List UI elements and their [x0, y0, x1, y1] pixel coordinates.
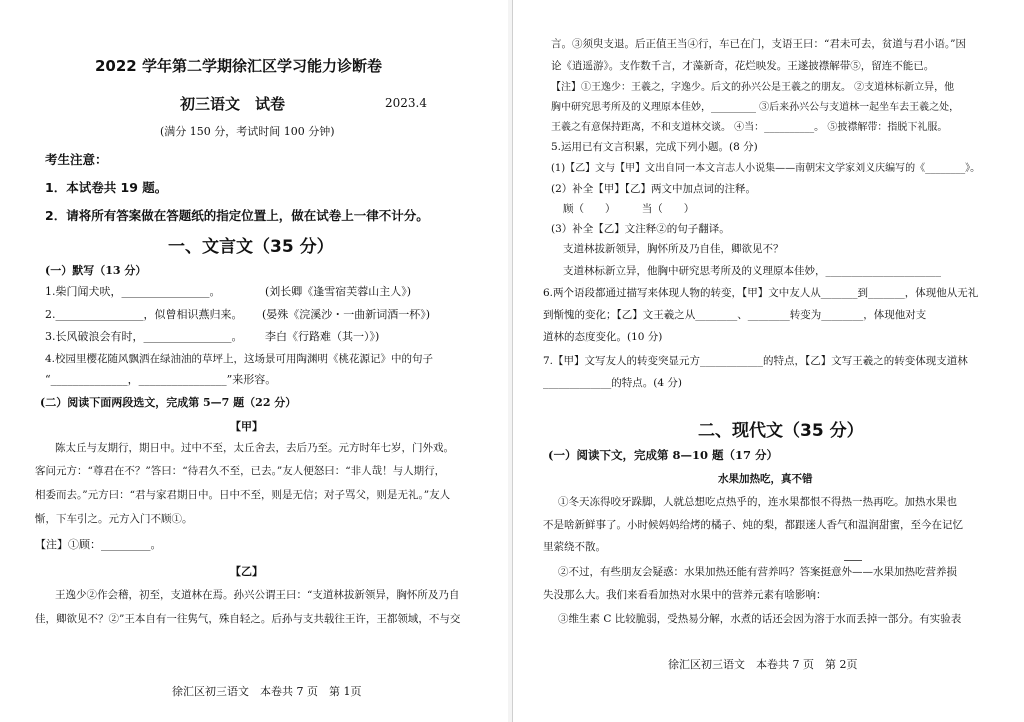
- passage-jia-line: 相委而去。”元方曰：“君与家君期日中。日中不至，则是无信；对子骂父，则是无礼。”友人: [35, 489, 451, 501]
- question-7-line: 7.【甲】文写友人的转变突显元方____________的特点，【乙】文写王羲之的转变体现支道林: [543, 355, 968, 367]
- article-title: 水果加热吃，真不错: [718, 473, 813, 485]
- article-paragraph-line: ①冬天冻得咬牙跺脚，人就总想吃点热乎的，连水果都恨不得热一热再吃。加热水果也: [558, 496, 957, 508]
- question-3-source: 李白《行路难（其一）》): [265, 330, 380, 343]
- passage-yi-line: 王逸少②作会稽，初至，支道林在焉。孙兴公谓王曰：“支道林拔新领异，胸怀所及乃自: [55, 589, 460, 601]
- passage-yi-continued: 言。③须臾支退。后正值王当④行，车已在门，支语王曰：“君未可去，贫道与君小语。”因: [551, 38, 966, 50]
- exam-page-1: [0, 0, 508, 722]
- passage-jia-title: 【甲】: [230, 420, 263, 433]
- question-7-line: _____________的特点。(4 分): [543, 377, 682, 389]
- passage-yi-note: 胸中研究思考所及的义理原本佳妙，_________ ③后来孙兴公与支道林一起坐车去王羲之处，: [551, 102, 960, 113]
- passage-jia-line: 陈太丘与友期行，期日中。过中不至，太丘舍去，去后乃至。元方时年七岁，门外戏。: [55, 442, 454, 454]
- section-2-title: 二、现代文（35 分）: [698, 421, 864, 441]
- passage-jia-note: 【注】①顾：_________。: [35, 538, 162, 551]
- question-1: 1.柴门闻犬吠，________________。: [45, 285, 221, 298]
- question-2: 2.________________，似曾相识燕归来。: [45, 308, 243, 321]
- passage-yi-title: 【乙】: [230, 565, 263, 578]
- question-4-line-1: 4.校园里樱花随风飘洒在绿油油的草坪上，这场景可用陶渊明《桃花源记》中的句子: [45, 353, 434, 365]
- question-6-line: 6.两个语段都通过描写来体现人物的转变，【甲】文中友人从_______到_______，体现他从无礼: [543, 287, 979, 299]
- exam-title: 2022 学年第二学期徐汇区学习能力诊断卷: [95, 57, 382, 75]
- question-5-1: (1)【乙】文与【甲】文出自同一本文言志人小说集——南朝宋文学家刘义庆编写的《________》。: [551, 163, 981, 174]
- question-1-source: (刘长卿《逢雪宿芙蓉山主人》): [265, 285, 412, 298]
- pencil-mark: [844, 560, 862, 561]
- passage-yi-note: 王羲之有意保持距离，不和支道林交谈。 ④当：__________。 ⑤披襟解带：指脱下礼服。: [551, 122, 948, 133]
- question-2-source: (晏殊《浣溪沙・一曲新词酒一杯》): [262, 308, 431, 321]
- exam-subject: 初三语文 试卷: [180, 95, 286, 113]
- article-paragraph-line: 里萦绕不散。: [543, 541, 606, 553]
- section-1-title: 一、文言文（35 分）: [168, 237, 334, 257]
- notice-title: 考生注意：: [45, 152, 108, 167]
- question-5: 5.运用已有文言积累，完成下列小题。(8 分): [551, 141, 758, 153]
- passage-jia-line: 客问元方：“尊君在不？”答曰：“待君久不至，已去。”友人便怒曰：“非人哉！与人期行，: [35, 465, 446, 477]
- question-5-2: (2）补全【甲】【乙】两文中加点词的注释。: [551, 183, 757, 195]
- question-4-line-2: “______________，________________”来形容。: [45, 373, 277, 386]
- question-3: 3.长风破浪会有时，________________。: [45, 330, 243, 343]
- question-6-line: 到惭愧的变化；【乙】文王羲之从________、________转变为________，体现他对支: [543, 309, 927, 321]
- part-1-title: (一）默写（13 分）: [45, 264, 147, 277]
- article-paragraph-line: ②不过，有些朋友会疑惑：水果加热还能有营养吗？答案挺意外——水果加热吃营养损: [558, 566, 957, 578]
- question-5-3-original: 支道林拔新领异，胸怀所及乃自佳，卿欲见不？: [563, 243, 784, 255]
- passage-yi-line: 佳，卿欲见不？②”王本自有一往隽气，殊自轻之。后孙与支共载往王许，王都领域，不与交: [35, 613, 461, 625]
- passage-jia-line: 惭，下车引之。元方入门不顾①。: [35, 513, 193, 525]
- part-3-title: (一）阅读下文，完成第 8—10 题（17 分）: [548, 448, 778, 462]
- article-paragraph-line: 失没那么大。我们来看看加热对水果中的营养元素有啥影响：: [543, 589, 827, 601]
- question-6-line: 道林的态度变化。(10 分): [543, 331, 663, 343]
- article-paragraph-line: 不是啥新鲜事了。小时候妈妈给烤的橘子、炖的梨，都跟迷人香气和温润甜蜜，至今在记忆: [543, 519, 963, 531]
- notice-item-1: 1．本试卷共 19 题。: [45, 180, 168, 195]
- part-2-title: (二）阅读下面两段选文，完成第 5—7 题（22 分）: [40, 396, 297, 409]
- page-1-footer: 徐汇区初三语文 本卷共 7 页 第 1页: [172, 685, 362, 698]
- question-5-3: (3）补全【乙】文注释②的句子翻译。: [551, 223, 730, 235]
- article-paragraph-line: ③维生素 C 比较脆弱，受热易分解，水煮的话还会因为溶于水而丢掉一部分。有实验表: [558, 613, 962, 625]
- page-2-footer: 徐汇区初三语文 本卷共 7 页 第 2页: [668, 658, 858, 671]
- notice-item-2: 2．请将所有答案做在答题纸的指定位置上，做在试卷上一律不计分。: [45, 208, 429, 223]
- question-5-2-blanks: 顾（ ） 当（ ）: [563, 203, 695, 215]
- exam-date: 2023.4: [385, 96, 427, 110]
- exam-page-2: [512, 0, 1024, 722]
- passage-yi-continued: 论《逍遥游》。支作数千言，才藻新奇，花烂映发。王遂披襟解带⑤，留连不能已。: [551, 60, 935, 72]
- question-5-3-translation: 支道林标新立异，他胸中研究思考所及的义理原本佳妙，______________________: [563, 265, 941, 277]
- passage-yi-note: 【注】①王逸少：王羲之，字逸少。后文的孙兴公是王羲之的朋友。 ②支道林标新立异，他: [551, 82, 955, 93]
- score-time: (满分 150 分，考试时间 100 分钟): [160, 125, 335, 138]
